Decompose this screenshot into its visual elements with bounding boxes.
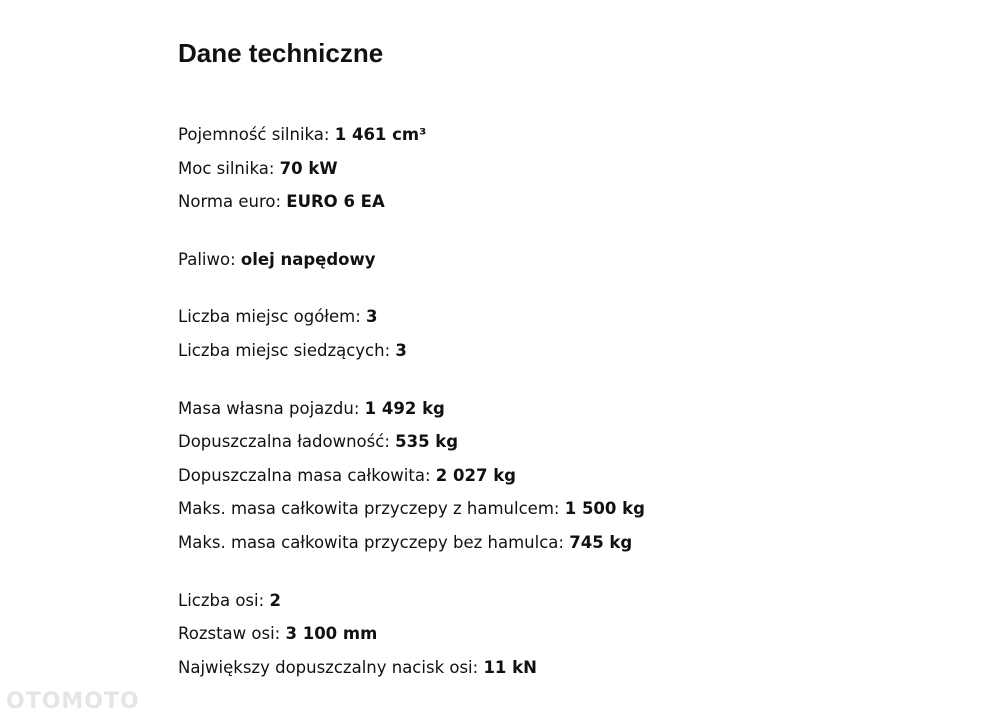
spec-row [178, 152, 645, 186]
spec-label: Maks. masa całkowita przyczepy z hamulcem: [178, 499, 560, 519]
spec-row [178, 651, 645, 685]
spec-value: olej napędowy [240, 249, 376, 269]
spec-value: 2 [269, 590, 281, 610]
spec-row [178, 459, 645, 493]
page-title: Dane techniczne [178, 38, 384, 68]
spec-row [178, 300, 645, 334]
spec-label: Masa własna pojazdu: [178, 398, 360, 418]
spec-label: Norma euro: [178, 192, 282, 212]
spec-value: 3 [395, 340, 407, 360]
spec-row [178, 617, 645, 651]
spec-value: 1 500 kg [564, 499, 645, 519]
spec-value: EURO 6 EA [286, 192, 385, 212]
spec-row [178, 334, 645, 368]
spec-row [178, 185, 645, 219]
spec-label: Liczba osi: [178, 590, 265, 610]
spec-value: 11 kN [483, 657, 537, 677]
spec-row [178, 526, 645, 560]
spec-group-seats [178, 300, 645, 367]
spec-label: Dopuszczalna masa całkowita: [178, 465, 431, 485]
spec-value: 70 kW [279, 158, 338, 178]
spec-value: 3 [366, 307, 378, 327]
spec-label: Maks. masa całkowita przyczepy bez hamulca: [178, 532, 564, 552]
spec-label: Liczba miejsc siedzących: [178, 340, 391, 360]
spec-list [178, 118, 645, 708]
spec-label: Rozstaw osi: [178, 624, 281, 644]
spec-value: 535 kg [395, 432, 459, 452]
spec-group-engine [178, 118, 645, 219]
watermark-logo: OTOMOTO [6, 689, 140, 714]
spec-row [178, 392, 645, 426]
spec-value: 2 027 kg [435, 465, 516, 485]
spec-value: 1 461 cm³ [334, 125, 427, 144]
spec-label: Dopuszczalna ładowność: [178, 432, 390, 452]
spec-row [178, 492, 645, 526]
spec-label: Paliwo: [178, 249, 236, 269]
spec-value: 745 kg [569, 532, 633, 552]
spec-group-mass [178, 392, 645, 560]
spec-label: Moc silnika: [178, 158, 275, 178]
spec-value: 1 492 kg [364, 398, 445, 418]
spec-label: Liczba miejsc ogółem: [178, 307, 361, 327]
spec-label: Największy dopuszczalny nacisk osi: [178, 657, 479, 677]
spec-row [178, 118, 645, 152]
spec-value: 3 100 mm [285, 624, 378, 644]
spec-row [178, 243, 645, 277]
spec-row [178, 425, 645, 459]
spec-row [178, 584, 645, 618]
spec-group-fuel [178, 243, 645, 277]
spec-group-axles [178, 584, 645, 685]
spec-label: Pojemność silnika: [178, 125, 330, 144]
